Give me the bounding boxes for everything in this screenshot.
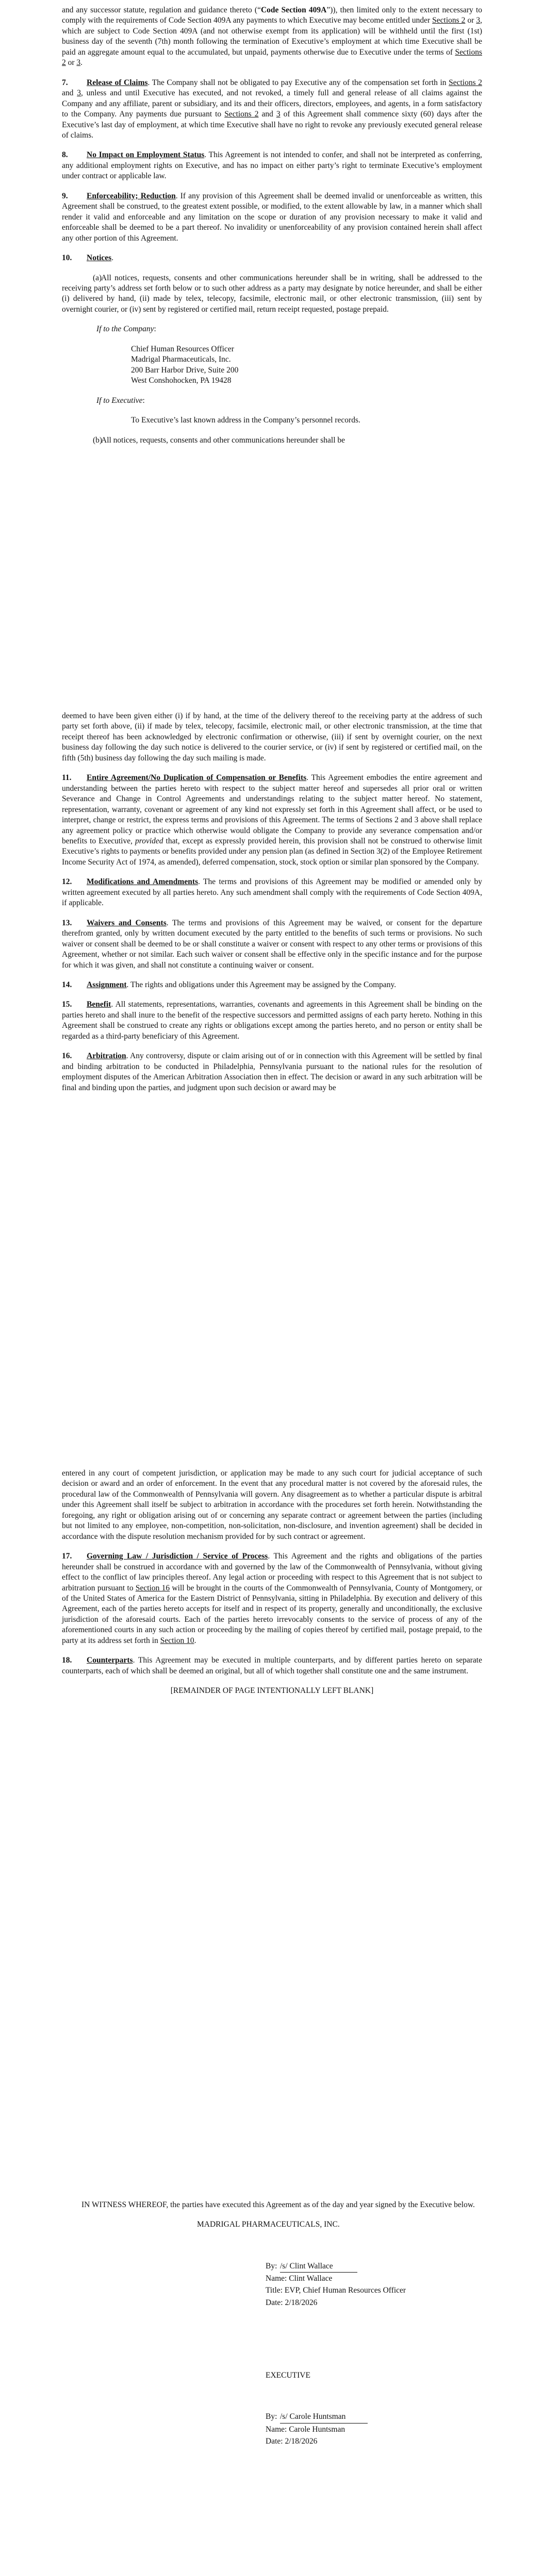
section-17-governing-law: 17. Governing Law / Jurisdiction / Service of Process. This Agreement and the rights and obligations of the parties hereunder shall be construed in accordance with and governed by the law of the Commonwealth of Pennsylvania, without giving effect to the conflict of law principles thereof. Any legal action or proceeding with respect to this Agreement that is not subject to arbitration pursuant to Section 16 will be brought in the courts of the Commonwealth of Pennsylvania, County of Montgomery, or of the United States of America for the Eastern District of Pennsylvania, sitting in Philadelphia. By execution and delivery of this Agreement, each of the parties hereto accepts for itself and in respect of its property, generally and unconditionally, the exclusive jurisdiction of the aforesaid courts. Each of the parties hereto irrevocably consents to the service of process of any of the aforementioned courts in any such action or proceeding by the mailing of copies thereof by certified mail, postage prepaid, to the party at its address set forth in Section 10. bbox=[62, 1552, 482, 1645]
section-16-arbitration: 16. Arbitration. Any controversy, dispute or claim arising out of or in connection with this Agreement will be settled by final and binding arbitration to be conducted in Philadelphia, Pennsylvania pursuant to the national rules for the resolution of employment disputes of the American Arbitration Association then in effect. The decision or award in any such arbitration will be final and binding upon the parties, and judgment upon such decision or award may be bbox=[62, 1052, 482, 1092]
section-8-no-impact: 8. No Impact on Employment Status. This Agreement is not intended to confer, and shall not be interpreted as conferring, any additional employment rights on Executive, and has no impact on either party’s right to terminate Executive’s employment under contract or applicable law. bbox=[62, 150, 483, 181]
subsection-label: (b) bbox=[93, 435, 103, 445]
signature-executive: /s/ Carole Huntsman bbox=[280, 2411, 368, 2423]
address-line: Chief Human Resources Officer bbox=[131, 344, 234, 353]
section-18-counterparts: 18. Counterparts. This Agreement may be executed in multiple counterparts, and by different parties hereto on separate counterparts, each of which shall be deemed an original, but all of which together shall constitute one and the same instrument. bbox=[62, 1656, 482, 1675]
executive-name-line: Name: Carole Huntsman bbox=[266, 2425, 345, 2434]
company-date-line: Date: 2/18/2026 bbox=[266, 2298, 318, 2307]
address-line: West Conshohocken, PA 19428 bbox=[131, 376, 232, 385]
section-15-benefit: 15. Benefit. All statements, representations, warranties, covenants and agreements in this Agreement shall be binding on the parties hereto and shall inure to the benefit of the respective successors and permitted assigns of each party hereto. Nothing in this Agreement shall be construed to create any rights or obligations except among the parties hereto, and no person or entity shall be regarded as a third-party beneficiary of this Agreement. bbox=[62, 1000, 482, 1041]
section-ref-link[interactable]: Sections 2 bbox=[449, 78, 482, 87]
executive-heading: EXECUTIVE bbox=[266, 2370, 310, 2380]
page-4-signatures bbox=[0, 2200, 544, 2447]
section-ref-link[interactable]: 3 bbox=[276, 110, 281, 119]
section-number: 8. bbox=[62, 150, 68, 160]
notice-to-executive-label: If to Executive: bbox=[96, 396, 145, 405]
section-title: Entire Agreement/No Duplication of Compensation or Benefits bbox=[87, 773, 307, 783]
notice-to-executive-text: To Executive’s last known address in the Company’s personnel records. bbox=[131, 416, 360, 425]
notice-to-company-label: If to the Company: bbox=[96, 325, 156, 334]
remainder-blank-notice: [REMAINDER OF PAGE INTENTIONALLY LEFT BLANK] bbox=[170, 1686, 374, 1696]
section-12-modifications: 12. Modifications and Amendments. The terms and provisions of this Agreement may be modified or amended only by written agreement executed by all parties hereto. Any such amendment shall comply with the requirements of Code Section 409A, if applicable. bbox=[62, 877, 482, 908]
executive-by-line: By: /s/ Carole Huntsman bbox=[266, 2411, 482, 2423]
section-ref-link[interactable]: 3 bbox=[76, 58, 81, 67]
page-1 bbox=[0, 5, 544, 455]
section-number: 18. bbox=[62, 1656, 72, 1665]
page-2 bbox=[0, 711, 544, 1103]
section-number: 11. bbox=[62, 773, 72, 783]
section-number: 14. bbox=[62, 980, 72, 989]
section-title: Notices bbox=[87, 253, 112, 263]
section-10b-notices: (b)All notices, requests, consents and other communications hereunder shall be bbox=[62, 435, 482, 446]
paragraph-409a-delay: and any successor statute, regulation and guidance thereto (“Code Section 409A”)), then limited only to the extent necessary to comply with the requirements of Code Section 409A any payments to which Executive may become entitled under Sections 2 or 3, which are subject to Code Section 409A (and not otherwise exempt from its application) will be withheld until the first (1st) business day of the seventh (7th) month following the termination of Executive’s employment at which time Executive shall be paid an aggregate amount equal to the accumulated, but unpaid, payments otherwise due to Executive under the terms of Sections 2 or 3. bbox=[62, 6, 483, 67]
section-10b-continued: deemed to have been given either (i) if by hand, at the time of the delivery thereof to the receiving party at the address of such party set forth above, (ii) if made by telex, telecopy, facsimile, electronic mail, or other electronic transmission, at the time that receipt thereof has been acknowledged by electronic confirmation or otherwise, (iii) if sent by overnight courier, on the next business day following the day such notice is delivered to the courier service, or (iv) if sent by registered or certified mail, on the fifth (5th) business day following the day such mailing is made. bbox=[62, 711, 482, 762]
section-title: Enforceability; Reduction bbox=[87, 191, 176, 200]
section-number: 7. bbox=[62, 78, 68, 87]
executive-date-line: Date: 2/18/2026 bbox=[266, 2436, 318, 2446]
executive-signature-block bbox=[266, 2411, 482, 2447]
section-16-continued: entered in any court of competent jurisdiction, or application may be made to any such court for judicial acceptance of such decision or award and an order of enforcement. In the event that any procedural matter is not covered by the aforesaid rules, the procedural law of the Commonwealth of Pennsylvania will govern. Any disagreement as to whether a particular dispute is arbitral under this Agreement shall itself be subject to arbitration in accordance with the procedures set forth herein. Notwithstanding the foregoing, any right or obligation arising out of or concerning any separate contract or agreement between the parties (including but not limited to any employee, non-competition, non-solicitation, non-disclosure, and invention agreement) shall be decided in accordance with the dispute resolution mechanism provided for by such contract or agreement. bbox=[62, 1469, 482, 1541]
company-address-block bbox=[131, 344, 482, 386]
section-11-entire-agreement: 11. Entire Agreement/No Duplication of Compensation or Benefits. This Agreement embodies the entire agreement and understanding between the parties hereto with respect to the subject matter hereof and supersedes all prior oral or written Severance and Change in Control Agreements and understandings relating to the subject matter hereof. No statement, representation, warranty, covenant or agreement of any kind not expressly set forth in this Agreement shall affect, or be used to interpret, change or restrict, the express terms and provisions of this Agreement. The terms of Sections 2 and 3 above shall replace any agreement policy or practice which otherwise would obligate the Company to provide any severance compensation and/or benefits to Executive, provided that, except as expressly provided herein, this provision shall not be construed to otherwise limit Executive’s rights to payments or benefits provided under any pension plan (as defined in Section 3(2) of the Employee Retirement Income Security Act of 1974, as amended), deferred compensation, stock, stock option or similar plan sponsored by the Company. bbox=[62, 773, 483, 867]
company-name: MADRIGAL PHARMACEUTICALS, INC. bbox=[197, 2220, 340, 2229]
section-number: 13. bbox=[62, 918, 72, 927]
section-10-notices-heading: 10. Notices. bbox=[62, 253, 482, 263]
section-title: Waivers and Consents bbox=[87, 918, 167, 927]
section-number: 15. bbox=[62, 1000, 72, 1009]
address-line: Madrigal Pharmaceuticals, Inc. bbox=[131, 355, 231, 364]
section-number: 17. bbox=[62, 1552, 72, 1561]
company-name-line: Name: Clint Wallace bbox=[266, 2274, 333, 2283]
section-ref-link[interactable]: 3 bbox=[476, 16, 481, 25]
section-title: Benefit bbox=[87, 1000, 111, 1009]
section-title: No Impact on Employment Status bbox=[87, 150, 205, 160]
address-line: 200 Barr Harbor Drive, Suite 200 bbox=[131, 365, 239, 375]
section-title: Release of Claims bbox=[87, 78, 148, 87]
page-3 bbox=[0, 1468, 544, 1706]
section-7-release-of-claims: 7. Release of Claims. The Company shall not be obligated to pay Executive any of the compensation set forth in Sections 2 and 3, unless and until Executive has executed, and not revoked, a timely full and general release of all claims against the Company and any affiliate, parent or subsidiary, and its and their officers, directors, employees, and agents, in a form satisfactory to the Company. Any payments due pursuant to Sections 2 and 3 of this Agreement shall commence sixty (60) days after the Executive’s last day of employment, at which time Executive shall have no right to revoke any previously executed general release of claims. bbox=[62, 78, 483, 140]
section-ref-link[interactable]: Section 10 bbox=[160, 1636, 194, 1645]
section-10a-notices: (a)All notices, requests, consents and other communications hereunder shall be in writing, shall be addressed to the receiving party’s address set forth below or to such other address as a party may designate by notice hereunder, and shall be either (i) delivered by hand, (ii) made by telex, telecopy, facsimile, electronic mail, or other electronic transmission, (iii) sent by overnight courier, or (iv) sent by registered or certified mail, return receipt requested, postage prepaid. bbox=[62, 273, 482, 314]
section-9-enforceability: 9. Enforceability; Reduction. If any provision of this Agreement shall be deemed invalid or unenforceable as written, this Agreement shall be construed, to the greatest extent possible, or modified, to the extent allowable by law, in a manner which shall render it valid and enforceable and any limitation on the scope or duration of any provision necessary to make it valid and enforceable shall be deemed to be a part thereof. No invalidity or unenforceability of any provision contained herein shall affect any other portion of this Agreement. bbox=[62, 191, 482, 243]
section-title: Assignment bbox=[87, 980, 127, 989]
section-title: Governing Law / Jurisdiction / Service of Process bbox=[87, 1552, 268, 1561]
section-number: 12. bbox=[62, 877, 72, 887]
section-number: 10. bbox=[62, 253, 72, 263]
section-title: Modifications and Amendments bbox=[87, 877, 199, 887]
witness-clause: IN WITNESS WHEREOF, the parties have executed this Agreement as of the day and year signed by the Executive below. bbox=[81, 2200, 475, 2209]
section-title: Arbitration bbox=[87, 1052, 126, 1061]
section-ref-link[interactable]: Sections 2 bbox=[432, 16, 466, 25]
section-ref-link[interactable]: Sections 2 bbox=[62, 47, 482, 67]
section-number: 9. bbox=[62, 191, 68, 200]
company-signature-block bbox=[266, 2260, 482, 2309]
section-ref-link[interactable]: 3 bbox=[77, 89, 81, 98]
section-number: 16. bbox=[62, 1052, 72, 1061]
section-ref-link[interactable]: Section 16 bbox=[135, 1583, 170, 1592]
subsection-label: (a) bbox=[93, 273, 102, 282]
section-ref-link[interactable]: Sections 2 bbox=[224, 110, 259, 119]
section-title: Counterparts bbox=[87, 1656, 133, 1665]
company-title-line: Title: EVP, Chief Human Resources Officer bbox=[266, 2286, 406, 2295]
section-13-waivers: 13. Waivers and Consents. The terms and provisions of this Agreement may be waived, or consent for the departure therefrom granted, only by written document executed by the party entitled to the benefits of such terms or provisions. No such waiver or consent shall be deemed to be or shall constitute a waiver or consent with respect to any other terms or provisions of this Agreement, whether or not similar. Each such waiver or consent shall be effective only in the specific instance and for the purpose for which it was given, and shall not constitute a continuing waiver or consent. bbox=[62, 918, 482, 970]
section-14-assignment: 14. Assignment. The rights and obligations under this Agreement may be assigned by the Company. bbox=[62, 980, 482, 990]
company-by-line: By: /s/ Clint Wallace bbox=[266, 2260, 482, 2273]
signature-company: /s/ Clint Wallace bbox=[280, 2260, 357, 2273]
